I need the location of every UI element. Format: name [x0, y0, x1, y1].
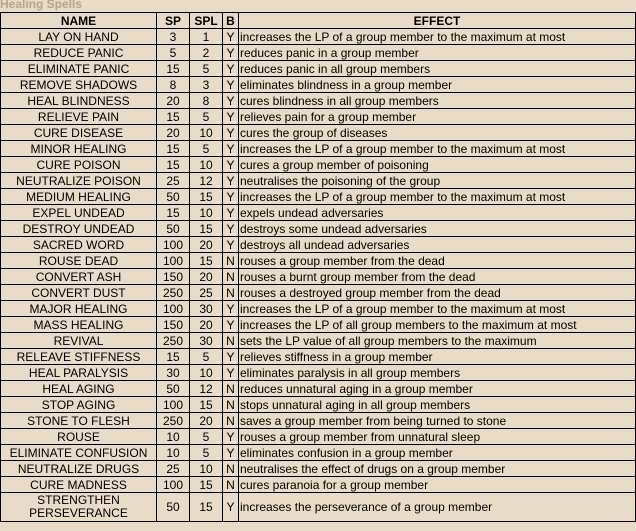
cell-sp: 50: [157, 493, 190, 522]
cell-b: Y: [223, 493, 239, 522]
cell-b: Y: [223, 349, 239, 365]
cell-effect: cures a group member of poisoning: [239, 157, 636, 173]
column-header-effect: EFFECT: [239, 13, 636, 29]
healing-spells-table: [0, 12, 636, 522]
table-row: [1, 445, 636, 461]
cell-effect: eliminates confusion in a group member: [239, 445, 636, 461]
cell-name: EXPEL UNDEAD: [1, 205, 157, 221]
cell-effect: increases the LP of a group member to the maximum at most: [239, 141, 636, 157]
cell-name: STOP AGING: [1, 397, 157, 413]
cell-sp: 150: [157, 317, 190, 333]
cell-spl: 5: [190, 445, 223, 461]
cell-b: Y: [223, 205, 239, 221]
cell-sp: 50: [157, 221, 190, 237]
cell-b: Y: [223, 125, 239, 141]
cell-spl: 5: [190, 61, 223, 77]
cell-effect: relieves pain for a group member: [239, 109, 636, 125]
cell-spl: 12: [190, 381, 223, 397]
table-row: [1, 205, 636, 221]
cell-effect: increases the perseverance of a group member: [239, 493, 636, 522]
cell-spl: 15: [190, 221, 223, 237]
cell-sp: 10: [157, 445, 190, 461]
cell-b: N: [223, 477, 239, 493]
cell-spl: 10: [190, 205, 223, 221]
cell-name: CURE POISON: [1, 157, 157, 173]
cell-effect: destroys all undead adversaries: [239, 237, 636, 253]
cell-spl: 5: [190, 109, 223, 125]
cell-name: MEDIUM HEALING: [1, 189, 157, 205]
cell-b: N: [223, 333, 239, 349]
cell-effect: stops unnatural aging in all group members: [239, 397, 636, 413]
cell-sp: 100: [157, 237, 190, 253]
cell-spl: 20: [190, 317, 223, 333]
cell-sp: 25: [157, 461, 190, 477]
cell-b: N: [223, 269, 239, 285]
cell-name: DESTROY UNDEAD: [1, 221, 157, 237]
table-row: [1, 45, 636, 61]
cell-name: ELIMINATE PANIC: [1, 61, 157, 77]
table-row: [1, 317, 636, 333]
cell-spl: 5: [190, 141, 223, 157]
cell-b: Y: [223, 157, 239, 173]
table-row: [1, 397, 636, 413]
cell-sp: 50: [157, 381, 190, 397]
column-header-name: NAME: [1, 13, 157, 29]
cell-b: Y: [223, 221, 239, 237]
table-row: [1, 237, 636, 253]
cell-sp: 20: [157, 93, 190, 109]
table-row: [1, 477, 636, 493]
cell-name: MAJOR HEALING: [1, 301, 157, 317]
cell-name: RELEAVE STIFFNESS: [1, 349, 157, 365]
table-row: [1, 93, 636, 109]
cell-b: Y: [223, 445, 239, 461]
cell-effect: increases the LP of a group member to the maximum at most: [239, 301, 636, 317]
cell-sp: 8: [157, 77, 190, 93]
cell-name: CONVERT ASH: [1, 269, 157, 285]
cell-b: Y: [223, 365, 239, 381]
cell-name: LAY ON HAND: [1, 29, 157, 45]
cell-sp: 100: [157, 397, 190, 413]
cell-name: HEAL BLINDNESS: [1, 93, 157, 109]
cell-effect: expels undead adversaries: [239, 205, 636, 221]
cell-sp: 20: [157, 125, 190, 141]
cell-spl: 8: [190, 93, 223, 109]
cell-name: NEUTRALIZE POISON: [1, 173, 157, 189]
cell-b: Y: [223, 189, 239, 205]
cell-effect: eliminates blindness in a group member: [239, 77, 636, 93]
cell-sp: 250: [157, 413, 190, 429]
table-body: [1, 29, 636, 522]
cell-effect: increases the LP of a group member to the maximum at most: [239, 189, 636, 205]
cell-spl: 15: [190, 253, 223, 269]
cell-spl: 3: [190, 77, 223, 93]
column-header-b: B: [223, 13, 239, 29]
cell-b: Y: [223, 141, 239, 157]
table-row: [1, 269, 636, 285]
table-row: [1, 141, 636, 157]
cell-effect: reduces unnatural aging in a group member: [239, 381, 636, 397]
cell-sp: 100: [157, 253, 190, 269]
cell-spl: 10: [190, 461, 223, 477]
cell-name: MASS HEALING: [1, 317, 157, 333]
cell-name: HEAL PARALYSIS: [1, 365, 157, 381]
cell-sp: 15: [157, 349, 190, 365]
cell-spl: 15: [190, 189, 223, 205]
cell-b: Y: [223, 61, 239, 77]
table-row: [1, 61, 636, 77]
cell-effect: rouses a group member from unnatural sleep: [239, 429, 636, 445]
table-row: [1, 221, 636, 237]
cell-name: RELIEVE PAIN: [1, 109, 157, 125]
cell-effect: neutralises the poisoning of the group: [239, 173, 636, 189]
cell-effect: saves a group member from being turned to stone: [239, 413, 636, 429]
cell-effect: increases the LP of a group member to the maximum at most: [239, 29, 636, 45]
cell-sp: 50: [157, 189, 190, 205]
cell-name: REVIVAL: [1, 333, 157, 349]
cell-spl: 10: [190, 157, 223, 173]
cell-name: REMOVE SHADOWS: [1, 77, 157, 93]
cell-name: REDUCE PANIC: [1, 45, 157, 61]
cell-b: Y: [223, 317, 239, 333]
table-row: [1, 109, 636, 125]
table-row: [1, 77, 636, 93]
cell-name: HEAL AGING: [1, 381, 157, 397]
cell-effect: rouses a burnt group member from the dead: [239, 269, 636, 285]
cell-b: Y: [223, 109, 239, 125]
cell-effect: rouses a destroyed group member from the dead: [239, 285, 636, 301]
cell-spl: 5: [190, 349, 223, 365]
cell-b: Y: [223, 237, 239, 253]
table-row: [1, 365, 636, 381]
table-row: [1, 381, 636, 397]
table-row: [1, 301, 636, 317]
cell-b: Y: [223, 77, 239, 93]
cell-spl: 20: [190, 237, 223, 253]
cell-effect: destroys some undead adversaries: [239, 221, 636, 237]
cell-spl: 30: [190, 333, 223, 349]
cell-name: MINOR HEALING: [1, 141, 157, 157]
cell-b: Y: [223, 45, 239, 61]
cell-sp: 3: [157, 29, 190, 45]
cell-b: N: [223, 285, 239, 301]
cell-effect: relieves stiffness in a group member: [239, 349, 636, 365]
cell-sp: 15: [157, 205, 190, 221]
header-row: [1, 13, 636, 29]
cell-effect: cures blindness in all group members: [239, 93, 636, 109]
cell-effect: sets the LP value of all group members to the maximum: [239, 333, 636, 349]
cell-sp: 15: [157, 109, 190, 125]
cell-sp: 25: [157, 173, 190, 189]
cell-name: ROUSE: [1, 429, 157, 445]
table-caption: Healing Spells: [0, 0, 83, 11]
cell-effect: eliminates paralysis in all group members: [239, 365, 636, 381]
table-row: [1, 157, 636, 173]
cell-b: Y: [223, 301, 239, 317]
cell-effect: reduces panic in a group member: [239, 45, 636, 61]
cell-spl: 30: [190, 301, 223, 317]
cell-spl: 12: [190, 173, 223, 189]
cell-sp: 250: [157, 333, 190, 349]
cell-b: N: [223, 413, 239, 429]
cell-sp: 100: [157, 477, 190, 493]
table-row: [1, 461, 636, 477]
table-row: [1, 493, 636, 522]
table-row: [1, 349, 636, 365]
cell-effect: increases the LP of all group members to the maximum at most: [239, 317, 636, 333]
cell-spl: 20: [190, 269, 223, 285]
cell-sp: 15: [157, 157, 190, 173]
cell-name: CURE DISEASE: [1, 125, 157, 141]
cell-spl: 5: [190, 429, 223, 445]
cell-b: N: [223, 397, 239, 413]
cell-b: Y: [223, 173, 239, 189]
table-row: [1, 413, 636, 429]
table-row: [1, 285, 636, 301]
cell-b: Y: [223, 29, 239, 45]
cell-name: ELIMINATE CONFUSION: [1, 445, 157, 461]
cell-name: CURE MADNESS: [1, 477, 157, 493]
cell-sp: 150: [157, 269, 190, 285]
cell-spl: 20: [190, 413, 223, 429]
table-row: [1, 173, 636, 189]
cell-b: N: [223, 461, 239, 477]
cell-b: N: [223, 381, 239, 397]
cell-spl: 2: [190, 45, 223, 61]
table-row: [1, 253, 636, 269]
cell-effect: cures paranoia for a group member: [239, 477, 636, 493]
cell-name: ROUSE DEAD: [1, 253, 157, 269]
table-row: [1, 333, 636, 349]
cell-effect: reduces panic in all group members: [239, 61, 636, 77]
cell-effect: rouses a group member from the dead: [239, 253, 636, 269]
column-header-sp: SP: [157, 13, 190, 29]
cell-spl: 10: [190, 365, 223, 381]
cell-sp: 15: [157, 61, 190, 77]
cell-spl: 15: [190, 477, 223, 493]
cell-effect: neutralises the effect of drugs on a group member: [239, 461, 636, 477]
cell-effect: cures the group of diseases: [239, 125, 636, 141]
cell-spl: 1: [190, 29, 223, 45]
cell-spl: 15: [190, 397, 223, 413]
table-row: [1, 189, 636, 205]
cell-sp: 30: [157, 365, 190, 381]
cell-b: Y: [223, 429, 239, 445]
cell-sp: 10: [157, 429, 190, 445]
cell-name: NEUTRALIZE DRUGS: [1, 461, 157, 477]
cell-name: CONVERT DUST: [1, 285, 157, 301]
cell-sp: 100: [157, 301, 190, 317]
cell-name: STONE TO FLESH: [1, 413, 157, 429]
cell-sp: 250: [157, 285, 190, 301]
cell-spl: 15: [190, 493, 223, 522]
cell-b: Y: [223, 93, 239, 109]
cell-spl: 25: [190, 285, 223, 301]
column-header-spl: SPL: [190, 13, 223, 29]
cell-name: STRENGTHEN PERSEVERANCE: [1, 493, 157, 522]
table-row: [1, 125, 636, 141]
cell-b: N: [223, 253, 239, 269]
cell-sp: 5: [157, 45, 190, 61]
cell-sp: 15: [157, 141, 190, 157]
cell-spl: 10: [190, 125, 223, 141]
table-row: [1, 429, 636, 445]
cell-name: SACRED WORD: [1, 237, 157, 253]
table-row: [1, 29, 636, 45]
